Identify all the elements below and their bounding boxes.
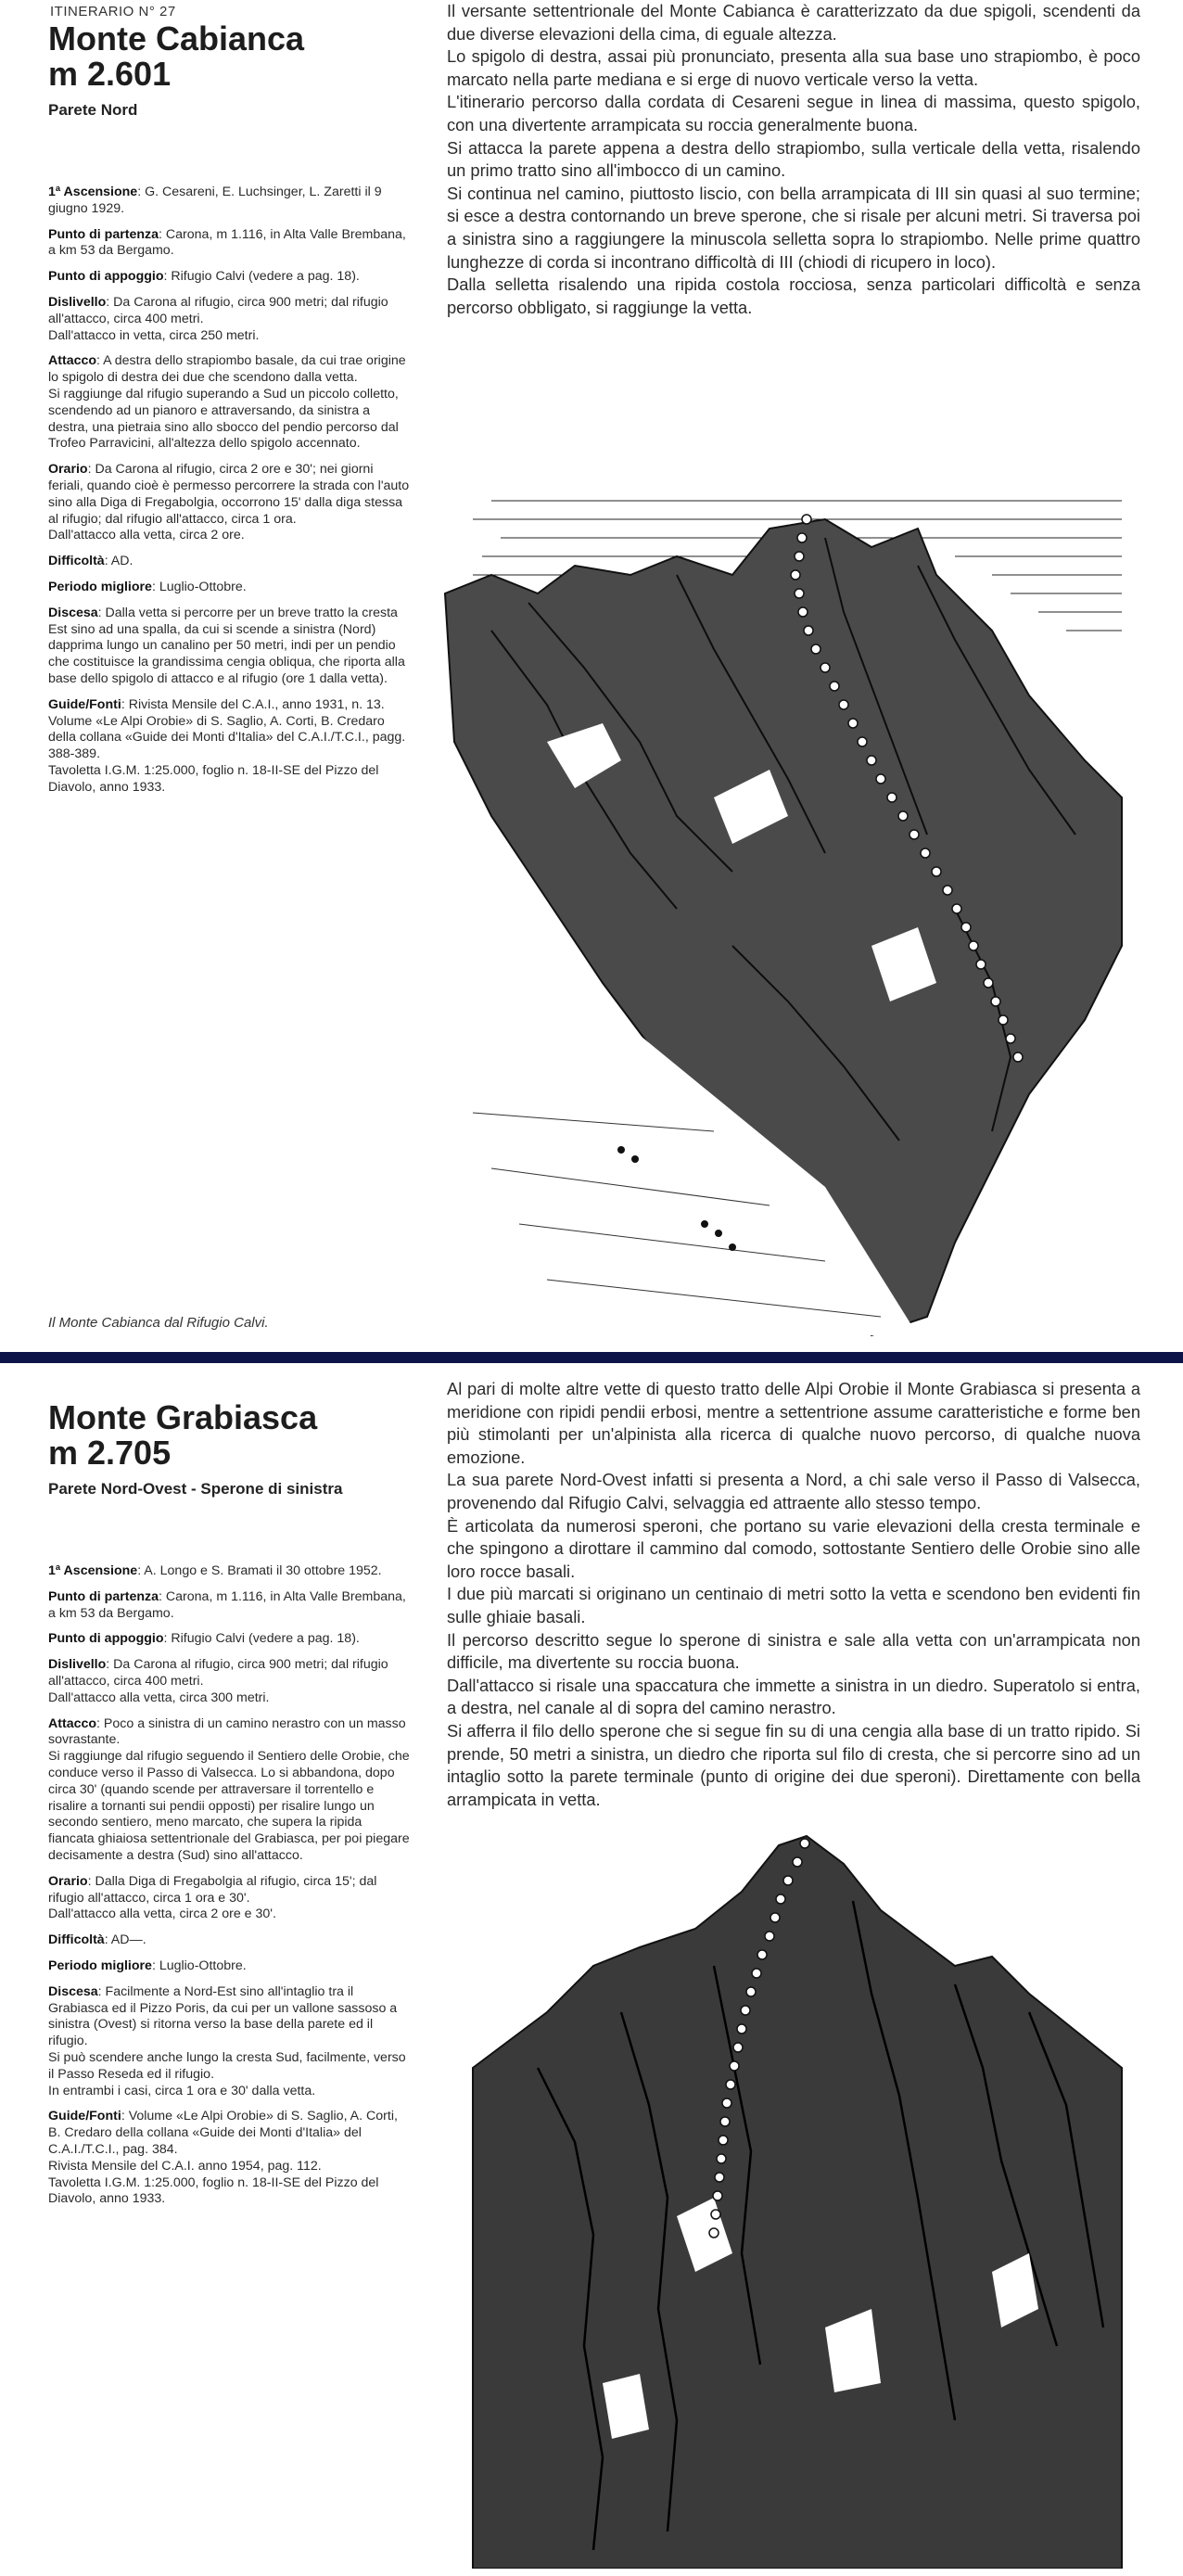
paragraph: Il versante settentrionale del Monte Cabianca è caratterizzato da due spigoli, scendenti da due diverse elevazioni della cima, di eguale altezza. — [447, 1, 1140, 44]
peak-name: Monte Grabiasca — [48, 1398, 318, 1436]
fact-label: Periodo migliore — [48, 579, 152, 594]
fact-descent — [48, 1984, 410, 2100]
fact-best-period — [48, 580, 410, 596]
itinerary-number: ITINERARIO N° 27 — [50, 4, 176, 19]
fact-label: Punto di partenza — [48, 1588, 159, 1604]
fact-label: Difficoltà — [48, 1932, 105, 1948]
fact-text: : A destra dello strapiombo basale, da cui trae origine lo spigolo di destra dei due che scendono dalla vetta. — [48, 353, 406, 386]
fact-label: Discesa — [48, 1983, 98, 1999]
fact-text: Dall'attacco in vetta, circa 250 metri. — [48, 327, 260, 343]
route-facts — [48, 185, 410, 797]
fact-sources — [48, 697, 410, 797]
route-facts — [48, 1563, 410, 2208]
fact-text: : AD—. — [104, 1932, 146, 1948]
fact-text: : Da Carona al rifugio, circa 2 ore e 30'; nei giorni feriali, quando cioè è permesso percorrere la strada con l'auto sino alla Diga di Fregabolgia, occorrono 15' dalla diga stessa al rifugio; dal rifugio all'attacco, circa 1 ora. — [48, 462, 410, 527]
fact-label: 1ª Ascensione — [48, 185, 138, 199]
fact-text: : Da Carona al rifugio, circa 900 metri; dal rifugio all'attacco, circa 400 metri. — [48, 294, 388, 326]
fact-starting-point — [48, 1589, 410, 1623]
mountain-illustration-cabianca — [436, 464, 1159, 1345]
fact-label: Guide/Fonti — [48, 696, 121, 712]
fact-first-ascent — [48, 185, 410, 218]
fact-difficulty — [48, 1932, 410, 1949]
mountain-illustration-grabiasca — [436, 1827, 1159, 2569]
fact-text: Dall'attacco alla vetta, circa 2 ore e 30'. — [48, 1906, 276, 1922]
fact-label: Periodo migliore — [48, 1958, 152, 1973]
fact-label: Punto di appoggio — [48, 269, 164, 285]
peak-name: Monte Cabianca — [48, 19, 305, 57]
fact-label: Difficoltà — [48, 554, 105, 569]
paragraph: È articolata da numerosi speroni, che portano su varie elevazioni della cresta terminale e che spingono a dirottare il cammino dal comodo, sottostante Sentiero delle Orobie sino alle loro rocce basali. — [447, 1515, 1140, 1581]
fact-label: Guide/Fonti — [48, 2109, 121, 2124]
mountain-drawing — [436, 464, 1159, 1345]
fact-text: : Rifugio Calvi (vedere a pag. 18). — [163, 1631, 360, 1647]
paragraph: Lo spigolo di destra, assai più pronunciato, presenta alla sua base uno strapiombo, è poco marcato nella parte mediana e si erge di nuovo verticale verso la vetta. — [447, 46, 1140, 89]
fact-text: : Rivista Mensile del C.A.I., anno 1931, n. 13. — [121, 696, 385, 712]
fact-elevation-gain — [48, 295, 410, 344]
fact-best-period — [48, 1958, 410, 1975]
fact-label: Attacco — [48, 1715, 97, 1731]
paragraph: Il percorso descritto segue lo sperone di sinistra e sale alla vetta con un'arrampicata non difficile, ma divertente su roccia buona. — [447, 1629, 1140, 1673]
fact-text: : Rifugio Calvi (vedere a pag. 18). — [163, 269, 360, 285]
fact-label: Dislivello — [48, 1657, 107, 1673]
fact-hut — [48, 1631, 410, 1648]
fact-text: Dall'attacco alla vetta, circa 2 ore. — [48, 528, 245, 543]
fact-text: : Dalla vetta si percorre per un breve tratto la cresta Est sino ad una spalla, da cui si scende a sinistra (Nord) dapprima lungo un canalino per 50 metri, indi per un pendio che costituisce la grandissima cengia obliqua, che riporta alla base dello spigolo di attacco e al rifugio (ore 1 dalla vetta). — [48, 605, 405, 686]
fact-text: Tavoletta I.G.M. 1:25.000, foglio n. 18-II-SE del Pizzo del Diavolo, anno 1933. — [48, 762, 379, 795]
fact-label: Punto di appoggio — [48, 1631, 164, 1647]
fact-text: Rivista Mensile del C.A.I. anno 1954, pag. 112. — [48, 2158, 322, 2174]
illustration-caption: Il Monte Cabianca dal Rifugio Calvi. — [48, 1315, 269, 1331]
fact-label: Orario — [48, 462, 88, 478]
fact-text: Si può scendere anche lungo la cresta Sud, facilmente, verso il Passo Reseda ed il rifugio. — [48, 2049, 406, 2082]
fact-text: : Carona, m 1.116, in Alta Valle Brembana, a km 53 da Bergamo. — [48, 226, 406, 259]
fact-label: Discesa — [48, 605, 98, 620]
left-column — [48, 1400, 410, 2217]
paragraph: Si continua nel camino, piuttosto liscio, con bella arrampicata di III sin quasi al suo termine; si esce a destra contornando un breve sperone, che si risale per alcuni metri. Si traversa poi a sinistra sino a raggiungere la minuscola selletta sopra lo strapiombo. Nelle prime quattro lunghezze di corda si incontrano difficoltà di III (chiodi di ricupero in loco). — [447, 183, 1140, 272]
route-name: Parete Nord — [48, 101, 138, 119]
fact-text: : Luglio-Ottobre. — [151, 1958, 247, 1973]
paragraph: I due più marcati si originano un centinaio di metri sotto la vetta e scendono ben evidenti fin sulle ghiaie basali. — [447, 1584, 1140, 1626]
page-monte-grabiasca — [0, 1363, 1183, 2576]
fact-label: 1ª Ascensione — [48, 1563, 138, 1578]
peak-altitude: m 2.601 — [48, 55, 172, 93]
fact-approach — [48, 353, 410, 453]
fact-text: Tavoletta I.G.M. 1:25.000, foglio n. 18-II-SE del Pizzo del Diavolo, anno 1933. — [48, 2174, 379, 2207]
fact-text: : AD. — [104, 554, 134, 569]
fact-timing — [48, 1874, 410, 1923]
page-divider — [0, 1352, 1183, 1363]
fact-text: : A. Longo e S. Bramati il 30 ottobre 1952. — [137, 1563, 382, 1578]
peak-altitude: m 2.705 — [48, 1434, 172, 1472]
fact-approach — [48, 1716, 410, 1865]
fact-text: : Facilmente a Nord-Est sino all'intaglio tra il Grabiasca ed il Pizzo Poris, da cui per un vallone sassoso a sinistra (Ovest) si ritorna verso la base della parete ed il rifugio. — [48, 1983, 398, 2049]
fact-descent — [48, 606, 410, 688]
fact-text: : G. Cesareni, E. Luchsinger, L. Zaretti il 9 giugno 1929. — [48, 185, 382, 216]
fact-label: Punto di partenza — [48, 226, 159, 242]
fact-text: : Luglio-Ottobre. — [151, 579, 247, 594]
paragraph: Dalla selletta risalendo una ripida costola rocciosa, senza particolari difficoltà e senza percorso obbligato, si raggiunge la vetta. — [447, 274, 1140, 317]
paragraph: Si afferra il filo dello sperone che si segue fin su di una cengia alla base di un tratto ripido. Si prende, 50 metri a sinistra, un diedro che riporta sul filo di cresta, che si percorre sino ad un intaglio sotto la parete terminale (punto di origine dei due speroni). Direttamente con bella arrampicata in vetta. — [447, 1720, 1140, 1809]
fact-sources — [48, 2109, 410, 2208]
fact-text: : Carona, m 1.116, in Alta Valle Brembana, a km 53 da Bergamo. — [48, 1588, 406, 1621]
fact-text: : Volume «Le Alpi Orobie» di S. Saglio, A. Corti, B. Credaro della collana «Guide dei Monti d'Italia» del C.A.I./T.C.I., pag. 384. — [48, 2109, 398, 2157]
left-column — [48, 4, 410, 806]
fact-text: Volume «Le Alpi Orobie» di S. Saglio, A. Corti, B. Credaro della collana «Guide dei Monti d'Italia» del C.A.I./T.C.I., pagg. 388-389. — [48, 713, 406, 762]
paragraph: Al pari di molte altre vette di questo tratto delle Alpi Orobie il Monte Grabiasca si presenta a meridione con ripidi pendii erbosi, mentre a settentrione assume caratteristiche e forme ben più stimolanti per un'alpinista alla ricerca di qualche nuovo percorso, di qualche nuova emozione. — [447, 1379, 1140, 1467]
fact-text: Dall'attacco alla vetta, circa 300 metri. — [48, 1690, 270, 1705]
route-description — [447, 1378, 1140, 1811]
fact-label: Orario — [48, 1873, 88, 1889]
fact-label: Dislivello — [48, 294, 107, 310]
fact-difficulty — [48, 554, 410, 570]
fact-text: : Da Carona al rifugio, circa 900 metri; dal rifugio all'attacco, circa 400 metri. — [48, 1657, 388, 1689]
fact-text: : Dalla Diga di Fregabolgia al rifugio, circa 15'; dal rifugio all'attacco, circa 1 ora e 30'. — [48, 1873, 377, 1906]
fact-text: : Poco a sinistra di un camino nerastro con un masso sovrastante. — [48, 1715, 406, 1748]
route-description — [447, 0, 1140, 319]
paragraph: L'itinerario percorso dalla cordata di Cesareni segue in linea di massima, questo spigolo, con una divertente arrampicata su roccia generalmente buona. — [447, 92, 1140, 134]
fact-hut — [48, 269, 410, 286]
fact-timing — [48, 462, 410, 544]
paragraph: Si attacca la parete appena a destra dello strapiombo, sulla verticale della vetta, risalendo un primo tratto sino all'imbocco di un camino. — [447, 137, 1140, 181]
fact-starting-point — [48, 227, 410, 261]
rock-face — [473, 1836, 1122, 2569]
route-name: Parete Nord-Ovest - Sperone di sinistra — [48, 1480, 343, 1498]
paragraph: Dall'attacco si risale una spaccatura che immette a sinistra in un diedro. Superatolo si entra, a destra, nel canale al di sopra del camino nerastro. — [447, 1675, 1140, 1718]
fact-elevation-gain — [48, 1657, 410, 1706]
paragraph: La sua parete Nord-Ovest infatti si presenta a Nord, a chi sale verso il Passo di Valsecca, provenendo dal Rifugio Calvi, selvaggia ed attraente allo stesso tempo. — [447, 1470, 1140, 1512]
fact-first-ascent — [48, 1563, 410, 1580]
fact-text: In entrambi i casi, circa 1 ora e 30' dalla vetta. — [48, 2083, 316, 2098]
fact-label: Attacco — [48, 353, 97, 369]
mountain-drawing — [436, 1827, 1159, 2569]
fact-text: Si raggiunge dal rifugio superando a Sud un piccolo colletto, scendendo ad un pianoro e attraversando, da sinistra a destra, una pietraia sino allo sbocco del pendio percorso dal Trofeo Parravicini, all'altezza dello spigolo accennato. — [48, 386, 399, 452]
fact-text: Si raggiunge dal rifugio seguendo il Sentiero delle Orobie, che conduce verso il Passo di Valsecca. Lo si abbandona, dopo circa 30' (quando scende per attraversare il torrentello e risalire a tornanti sui pendii opposti) per risalire lungo un secondo sentiero, meno marcato, che supera la ripida fiancata ghiaiosa settentrionale del Grabiasca, per poi piegare decisamente a destra (Sud) sino all'attacco. — [48, 1749, 410, 1863]
